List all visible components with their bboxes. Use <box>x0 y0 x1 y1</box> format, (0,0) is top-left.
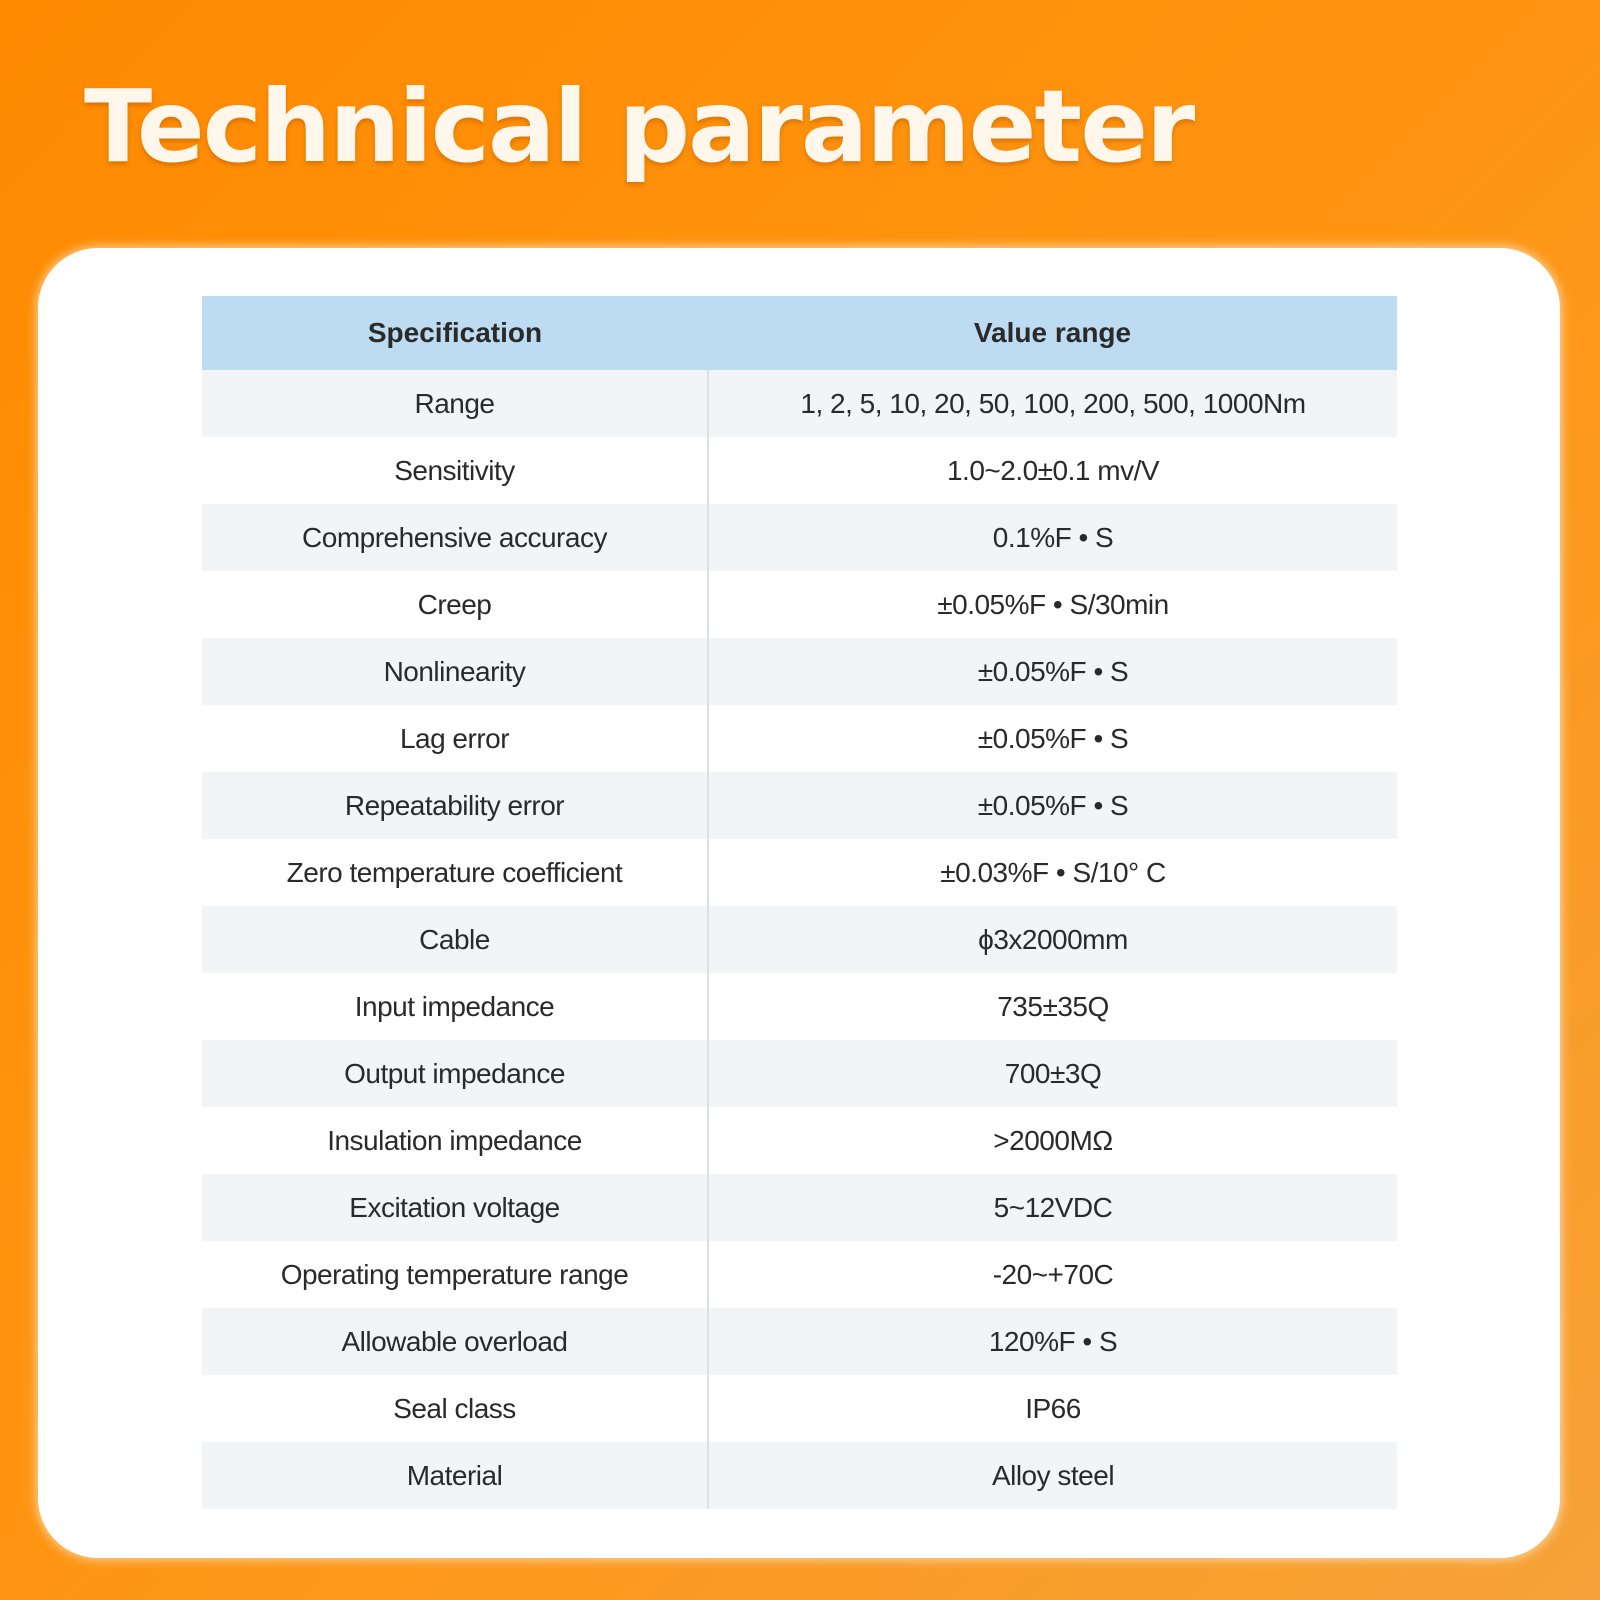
parameter-value-cell: 5~12VDC <box>708 1174 1397 1241</box>
parameter-name-cell: Excitation voltage <box>202 1174 708 1241</box>
table-row <box>202 1174 1397 1241</box>
parameter-value-cell: -20~+70C <box>708 1241 1397 1308</box>
spec-card <box>38 248 1560 1558</box>
parameter-name-cell: Allowable overload <box>202 1308 708 1375</box>
parameter-name-cell: Range <box>202 370 708 437</box>
parameter-name-cell: Nonlinearity <box>202 638 708 705</box>
parameter-name-cell: Sensitivity <box>202 437 708 504</box>
table-row <box>202 571 1397 638</box>
table-row <box>202 504 1397 571</box>
parameter-name-cell: Output impedance <box>202 1040 708 1107</box>
parameter-name-cell: Repeatability error <box>202 772 708 839</box>
parameter-name-cell: Creep <box>202 571 708 638</box>
parameter-name-cell: Operating temperature range <box>202 1241 708 1308</box>
table-row <box>202 839 1397 906</box>
column-header-specification: Specification <box>202 296 708 370</box>
parameter-name-cell: Input impedance <box>202 973 708 1040</box>
parameter-value-cell: >2000MΩ <box>708 1107 1397 1174</box>
parameter-value-cell: IP66 <box>708 1375 1397 1442</box>
parameter-name-cell: Insulation impedance <box>202 1107 708 1174</box>
table-row <box>202 1241 1397 1308</box>
parameter-value-cell: 0.1%F • S <box>708 504 1397 571</box>
table-row <box>202 973 1397 1040</box>
parameter-value-cell: 700±3Q <box>708 1040 1397 1107</box>
table-row <box>202 638 1397 705</box>
table-body <box>202 370 1397 1509</box>
table-row <box>202 1308 1397 1375</box>
table-row <box>202 1375 1397 1442</box>
table-header-row <box>202 296 1397 370</box>
parameter-name-cell: Lag error <box>202 705 708 772</box>
parameter-value-cell: ±0.03%F • S/10° C <box>708 839 1397 906</box>
parameter-name-cell: Comprehensive accuracy <box>202 504 708 571</box>
parameter-name-cell: Material <box>202 1442 708 1509</box>
table-row <box>202 772 1397 839</box>
parameter-value-cell: ±0.05%F • S <box>708 705 1397 772</box>
parameter-name-cell: Cable <box>202 906 708 973</box>
table-row <box>202 370 1397 437</box>
parameter-value-cell: 735±35Q <box>708 973 1397 1040</box>
table-row <box>202 1442 1397 1509</box>
parameter-value-cell: 120%F • S <box>708 1308 1397 1375</box>
parameter-value-cell: ±0.05%F • S/30min <box>708 571 1397 638</box>
parameter-value-cell: 1.0~2.0±0.1 mv/V <box>708 437 1397 504</box>
parameter-name-cell: Seal class <box>202 1375 708 1442</box>
table-row <box>202 705 1397 772</box>
parameter-value-cell: ±0.05%F • S <box>708 772 1397 839</box>
table-row <box>202 1107 1397 1174</box>
parameter-value-cell: ±0.05%F • S <box>708 638 1397 705</box>
parameter-value-cell: 1, 2, 5, 10, 20, 50, 100, 200, 500, 1000Nm <box>708 370 1397 437</box>
column-header-value-range: Value range <box>708 296 1397 370</box>
spec-table <box>202 296 1397 1509</box>
page-title: Technical parameter <box>84 68 1194 185</box>
parameter-value-cell: ϕ3x2000mm <box>708 906 1397 973</box>
parameter-value-cell: Alloy steel <box>708 1442 1397 1509</box>
parameter-name-cell: Zero temperature coefficient <box>202 839 708 906</box>
table-row <box>202 906 1397 973</box>
table-row <box>202 1040 1397 1107</box>
table-row <box>202 437 1397 504</box>
